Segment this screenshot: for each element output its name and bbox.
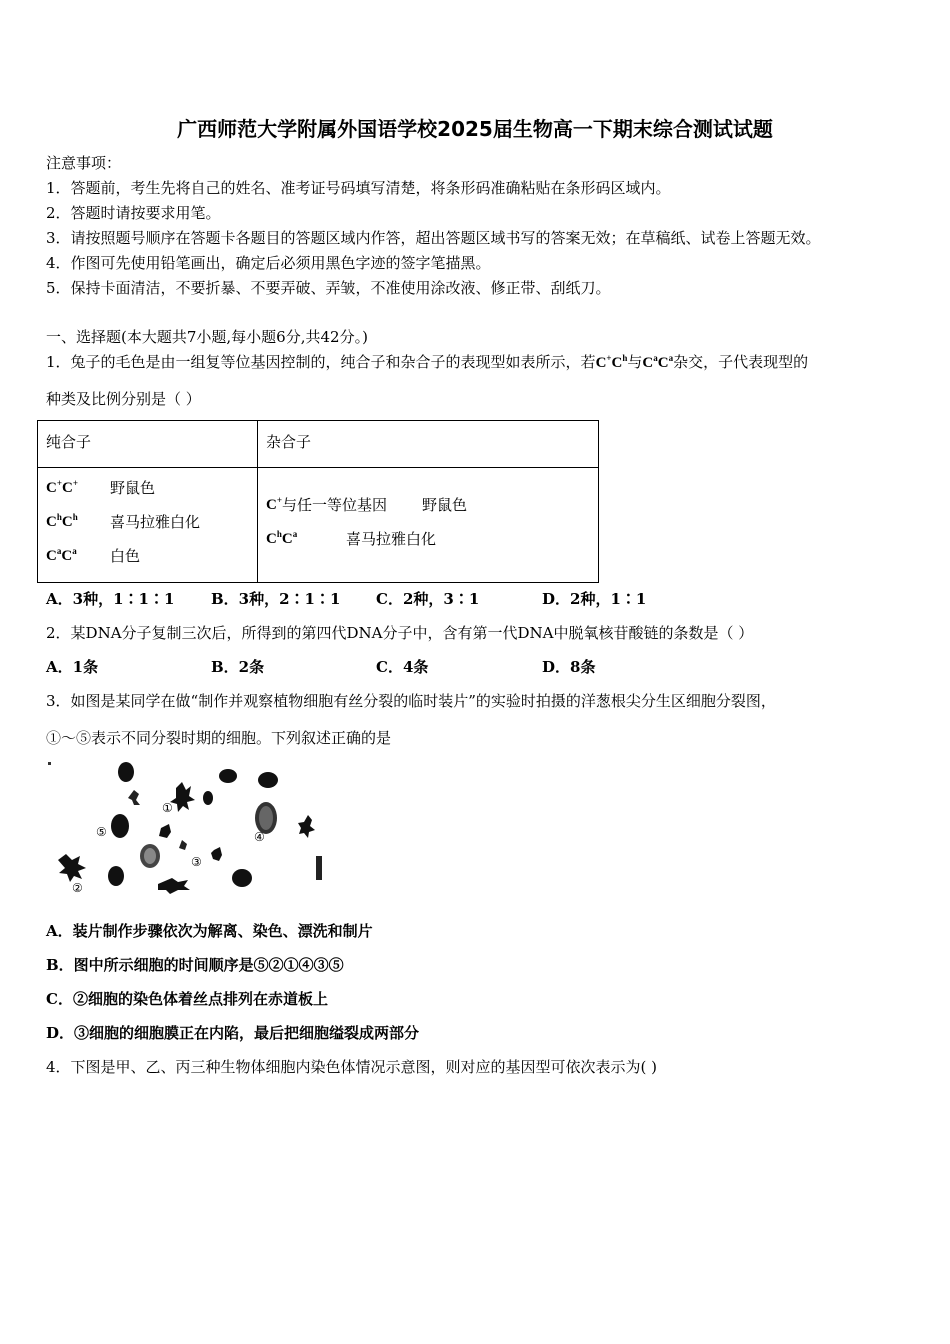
cell-blob [203, 791, 213, 805]
section-heading: 一、选择题(本大题共7小题,每小题6分,共42分。) [46, 328, 368, 346]
cell-chromosomes [298, 815, 315, 838]
q1-option-d[interactable]: D．2种，1∶1 [542, 590, 647, 608]
figure-label-4: ④ [254, 830, 265, 844]
q1-option-a[interactable]: A．3种，1∶1∶1 [46, 590, 175, 608]
table-header-heterozygous: 杂合子 [258, 421, 599, 468]
cell-blob [111, 814, 129, 838]
q3-option-b[interactable]: B．图中所示细胞的时间顺序是⑤②①④③⑤ [46, 956, 344, 974]
table-header-homozygous: 纯合子 [38, 421, 258, 468]
q2-option-b[interactable]: B．2条 [211, 658, 265, 676]
phenotype-table [37, 420, 599, 583]
cell-edge [316, 856, 322, 880]
cell-chromosomes [211, 847, 222, 861]
notice-item: 4．作图可先使用铅笔画出，确定后必须用黑色字迹的签字笔描黑。 [46, 254, 491, 272]
cell-prophase-inner [259, 806, 273, 830]
q1-stem-part-b: 杂交，子代表现型的 [673, 353, 809, 371]
figure-label-5: ⑤ [96, 825, 107, 839]
q1-stem-part-a: 1．兔子的毛色是由一组复等位基因控制的，纯合子和杂合子的表现型如表所示，若 [46, 353, 596, 371]
cell-chromosomes [170, 782, 195, 812]
cell-blob [258, 772, 278, 788]
q2-option-a[interactable]: A．1条 [46, 658, 99, 676]
q1-option-b[interactable]: B．3种，2∶1∶1 [211, 590, 341, 608]
cell-blob [219, 769, 237, 783]
figure-label-2: ② [72, 881, 83, 895]
notice-heading: 注意事项： [46, 154, 122, 172]
q1-cross-genotype-2: $C^aC^a$ [642, 353, 674, 371]
table-row: $C^hC^h$ 喜马拉雅白化 [46, 511, 201, 531]
table-row: C+ 与任一等位基因 野鼠色 [266, 494, 467, 514]
q3-option-a[interactable]: A．装片制作步骤依次为解离、染色、漂洗和制片 [46, 922, 373, 940]
q2-option-c[interactable]: C．4条 [376, 658, 429, 676]
cell-chromosomes [159, 824, 171, 838]
q3-option-d[interactable]: D．③细胞的细胞膜正在内陷，最后把细胞缢裂成两部分 [46, 1024, 420, 1042]
cell-anaphase [158, 878, 190, 894]
q3-stem-line2: ①～⑤表示不同分裂时期的细胞。下列叙述正确的是 [46, 729, 392, 747]
q4-stem: 4．下图是甲、乙、丙三种生物体细胞内染色体情况示意图，则对应的基因型可依次表示为( ) [46, 1058, 658, 1076]
q1-stem-with: 与 [627, 353, 643, 371]
q2-stem: 2．某DNA分子复制三次后，所得到的第四代DNA分子中，含有第一代DNA中脱氧核苷酸链的条数是（ ） [46, 624, 754, 642]
notice-item: 3．请按照题号顺序在答题卡各题目的答题区域内作答，超出答题区域书写的答案无效；在草稿纸、试卷上答题无效。 [46, 229, 821, 247]
mitosis-micrograph [46, 760, 326, 895]
q3-option-c[interactable]: C．②细胞的染色体着丝点排列在赤道板上 [46, 990, 328, 1008]
cell-blob [232, 869, 252, 887]
notice-item: 5．保持卡面清洁，不要折暴、不要弄破、弄皱，不准使用涂改液、修正带、刮纸刀。 [46, 279, 611, 297]
q1-stem [46, 351, 808, 372]
q3-stem-line1: 3．如图是某同学在做“制作并观察植物细胞有丝分裂的临时装片”的实验时拍摄的洋葱根尖分生区细胞分裂图， [46, 692, 776, 710]
cell-prophase-inner [144, 848, 156, 864]
cell-blob [108, 866, 124, 886]
q1-option-c[interactable]: C．2种，3∶1 [376, 590, 480, 608]
q1-cross-genotype-1: $C^+C^h$ [595, 353, 628, 371]
cell-metaphase [58, 854, 86, 882]
cell-chromosomes [179, 840, 187, 850]
table-row: C+C+ 野鼠色 [46, 477, 156, 497]
q2-option-d[interactable]: D．8条 [542, 658, 596, 676]
page-title: 广西师范大学附属外国语学校2025届生物高一下期末综合测试试题 [177, 117, 773, 141]
table-cell-homozygous [38, 468, 258, 583]
notice-item: 2．答题时请按要求用笔。 [46, 204, 221, 222]
speck [48, 762, 51, 765]
table-row: $C^aC^a$ 白色 [46, 545, 141, 565]
figure-label-3: ③ [191, 855, 202, 869]
table-cell-heterozygous [258, 468, 599, 583]
table-row: $C^hC^a$ 喜马拉雅白化 [266, 528, 437, 548]
q1-stem-line2: 种类及比例分别是（ ） [46, 390, 201, 408]
cell-blob [118, 762, 134, 782]
figure-label-1: ① [162, 801, 173, 815]
cell-chromosomes [128, 790, 140, 805]
notice-item: 1．答题前，考生先将自己的姓名、准考证号码填写清楚，将条形码准确粘贴在条形码区域内。 [46, 179, 671, 197]
